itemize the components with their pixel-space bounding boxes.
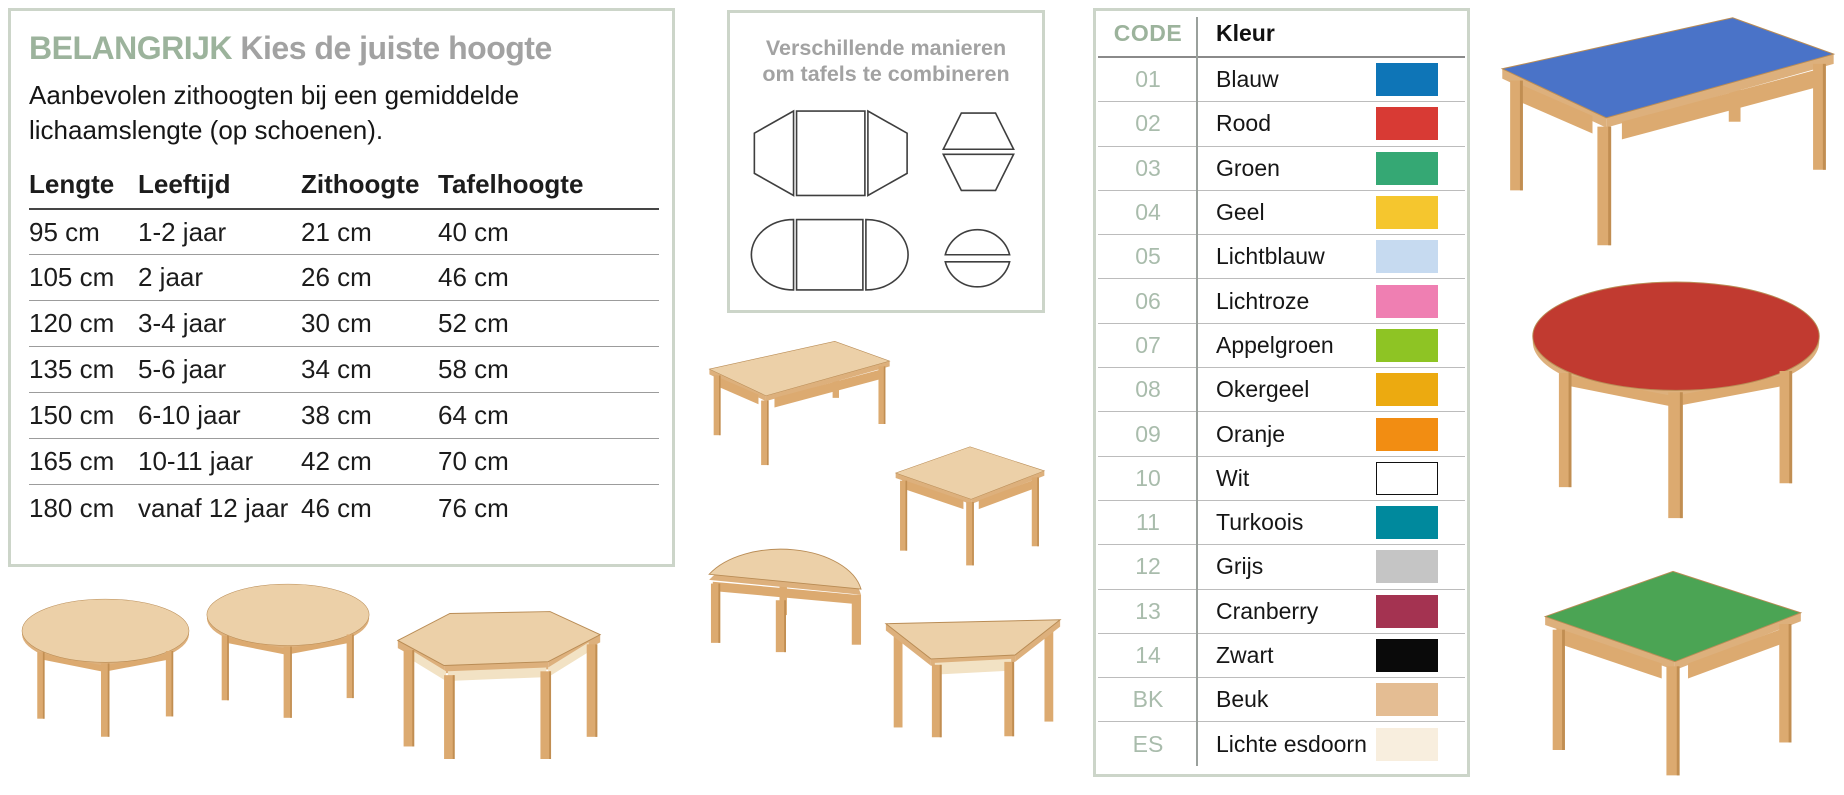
col-header-zithoogte: Zithoogte: [301, 163, 438, 209]
blue-rectangular-table-photo: [1490, 8, 1844, 258]
color-code: 07: [1135, 331, 1161, 358]
color-name: Lichte esdoorn: [1216, 731, 1367, 758]
height-table-header-row: [29, 163, 659, 209]
color-code: 01: [1135, 66, 1161, 93]
color-name: Beuk: [1216, 686, 1269, 713]
color-table-row: [1098, 722, 1465, 766]
color-name: Turkoois: [1216, 509, 1304, 536]
combine-panel: [727, 10, 1045, 313]
cell-lengte: 180 cm: [29, 492, 115, 523]
color-name: Grijs: [1216, 553, 1264, 580]
cell-lengte: 135 cm: [29, 347, 138, 393]
color-swatch: [1376, 683, 1438, 716]
color-name: Cranberry: [1216, 597, 1319, 624]
height-table: [29, 163, 659, 531]
col-header-tafelhoogte: Tafelhoogte: [438, 163, 659, 209]
cell-lengte: 95 cm: [29, 209, 138, 255]
cell-zithoogte: 26 cm: [301, 255, 438, 301]
color-swatch: [1376, 550, 1438, 583]
panel-subtitle: Aanbevolen zithoogten bij een gemiddelde lichaamslengte (op schoenen).: [29, 80, 520, 145]
cell-zithoogte: 46 cm: [301, 492, 372, 523]
color-swatch: [1376, 462, 1438, 495]
cell-tafelhoogte: 70 cm: [438, 439, 659, 485]
height-table-row: [29, 209, 659, 255]
color-swatch: [1376, 639, 1438, 672]
color-swatch: [1376, 240, 1438, 273]
col-header-lengte: Lengte: [29, 163, 138, 209]
color-table-row: [1098, 191, 1465, 235]
color-name: Geel: [1216, 199, 1265, 226]
cell-zithoogte: 38 cm: [301, 393, 438, 439]
color-table-rows: [1096, 58, 1467, 767]
color-name: Okergeel: [1216, 376, 1310, 403]
color-code: 09: [1135, 420, 1161, 447]
color-code: 11: [1136, 509, 1160, 536]
cell-tafelhoogte: 46 cm: [438, 255, 659, 301]
panel-title-rest: Kies de juiste hoogte: [240, 30, 552, 66]
color-table-row: [1098, 590, 1465, 634]
color-swatch: [1376, 63, 1438, 96]
cell-lengte: 105 cm: [29, 255, 138, 301]
color-name: Lichtblauw: [1216, 243, 1325, 270]
color-table-row: [1098, 545, 1465, 589]
important-panel: [8, 8, 675, 567]
height-table-row: [29, 485, 659, 531]
cell-tafelhoogte: 40 cm: [438, 209, 659, 255]
cell-lengte: 165 cm: [29, 439, 138, 485]
height-table-row: [29, 347, 659, 393]
color-table-row: [1098, 634, 1465, 678]
color-code: 13: [1135, 597, 1161, 624]
cell-tafelhoogte: 58 cm: [438, 347, 659, 393]
oval-combination-diagram: [751, 220, 908, 290]
combination-diagrams: [740, 99, 1032, 305]
color-swatch: [1376, 373, 1438, 406]
color-table-header: [1098, 11, 1465, 58]
cell-tafelhoogte: 76 cm: [438, 492, 509, 523]
panel-title: [29, 31, 672, 66]
col-header-leeftijd: Leeftijd: [138, 163, 301, 209]
cell-leeftijd: 6-10 jaar: [138, 393, 301, 439]
cell-leeftijd: vanaf 12 jaar: [138, 492, 289, 523]
red-round-table-photo: [1526, 280, 1826, 522]
color-swatch: [1376, 285, 1438, 318]
color-name: Appelgroen: [1216, 331, 1334, 358]
color-code: 06: [1135, 287, 1161, 314]
cell-leeftijd: 5-6 jaar: [138, 347, 301, 393]
cell-zithoogte: 42 cm: [301, 439, 438, 485]
panel-title-highlight: BELANGRIJK: [29, 30, 233, 66]
cell-zithoogte: 34 cm: [301, 347, 438, 393]
color-name: Oranje: [1216, 420, 1286, 447]
color-table-row: [1098, 678, 1465, 722]
split-circle-diagram: [945, 230, 1009, 287]
color-code: 12: [1135, 553, 1161, 580]
color-swatch: [1376, 152, 1438, 185]
cell-lengte: 120 cm: [29, 301, 138, 347]
color-table-row: [1098, 102, 1465, 146]
color-swatch: [1376, 506, 1438, 539]
color-name: Blauw: [1216, 66, 1279, 93]
natural-half-round-table-photo: [698, 515, 874, 654]
color-code: 14: [1135, 642, 1161, 668]
height-table-row: [29, 255, 659, 301]
natural-round-table-large-photo: [18, 598, 193, 739]
color-swatch: [1376, 595, 1438, 628]
cell-leeftijd: 2 jaar: [138, 255, 301, 301]
green-square-table-photo: [1532, 556, 1814, 787]
color-table-row: [1098, 368, 1465, 412]
color-name: Wit: [1216, 464, 1250, 491]
cell-tafelhoogte: 64 cm: [438, 393, 659, 439]
cell-leeftijd: 3-4 jaar: [138, 301, 301, 347]
color-table-row: [1098, 457, 1465, 501]
color-swatch: [1376, 107, 1438, 140]
split-hexagon-diagram: [943, 114, 1013, 191]
cell-leeftijd: 1-2 jaar: [138, 209, 301, 255]
color-table-row: [1098, 58, 1465, 102]
color-code: 04: [1135, 199, 1161, 226]
natural-hexagonal-table-photo: [388, 600, 610, 759]
color-table-row: [1098, 412, 1465, 456]
color-code: ES: [1132, 731, 1164, 758]
natural-round-table-small-photo: [203, 583, 373, 720]
cell-zithoogte: 30 cm: [301, 301, 438, 347]
combine-panel-title: Verschillende manieren om tafels te combineren: [762, 36, 1010, 87]
code-header: CODE: [1113, 20, 1183, 46]
color-table-row: [1098, 279, 1465, 323]
color-name: Lichtroze: [1216, 287, 1310, 314]
color-table-row: [1098, 324, 1465, 368]
color-code: 10: [1135, 464, 1161, 491]
cell-zithoogte: 21 cm: [301, 209, 438, 255]
color-code: 08: [1135, 376, 1161, 403]
color-name: Zwart: [1216, 642, 1274, 668]
natural-square-table-photo: [888, 438, 1052, 572]
kleur-header: Kleur: [1216, 20, 1275, 46]
color-code: BK: [1132, 686, 1164, 713]
color-code: 05: [1135, 243, 1161, 270]
height-table-row: [29, 393, 659, 439]
column-divider: [1196, 17, 1198, 766]
color-swatch: [1376, 418, 1438, 451]
color-name: Groen: [1216, 154, 1280, 181]
color-code: 02: [1135, 110, 1161, 137]
cell-leeftijd: 10-11 jaar: [138, 439, 301, 485]
color-swatch: [1376, 728, 1438, 761]
height-table-row: [29, 301, 659, 347]
color-code-panel: [1093, 8, 1470, 777]
hexagonal-combination-diagram: [754, 111, 907, 195]
cell-tafelhoogte: 52 cm: [438, 301, 659, 347]
natural-trapezoid-table-photo: [880, 608, 1066, 750]
color-code: 03: [1135, 154, 1161, 181]
color-table-row: [1098, 501, 1465, 545]
color-swatch: [1376, 329, 1438, 362]
color-name: Rood: [1216, 110, 1271, 137]
color-table-row: [1098, 147, 1465, 191]
color-table-row: [1098, 235, 1465, 279]
height-table-row: [29, 439, 659, 485]
color-swatch: [1376, 196, 1438, 229]
natural-rectangular-table-photo: [703, 336, 895, 472]
cell-lengte: 150 cm: [29, 393, 138, 439]
